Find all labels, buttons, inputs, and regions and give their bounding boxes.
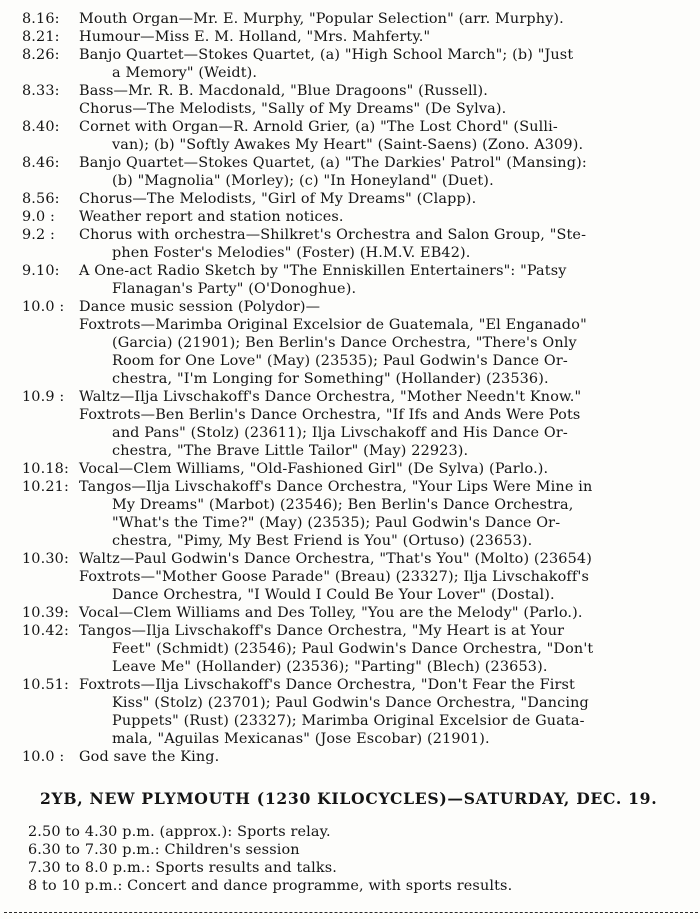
- entry-subitem-line: Foxtrots—"Mother Goose Parade" (Breau) (23327); Ilja Livschakoff's: [79, 569, 590, 585]
- entry-text-line: a Memory" (Weidt).: [112, 65, 258, 81]
- entry-text-line: Puppets" (Rust) (23327); Marimba Original Excelsior de Guata-: [112, 713, 585, 729]
- entry-text-line: A One-act Radio Sketch by "The Enniskillen Entertainers": "Patsy: [79, 263, 567, 279]
- entry-time: 10.30:: [22, 551, 69, 567]
- entry-time: 8.40:: [22, 119, 60, 135]
- entry-time: 9.10:: [22, 263, 60, 279]
- entry-text-line: mala, "Aguilas Mexicanas" (Jose Escobar) (21901).: [112, 731, 490, 747]
- entry-text-line: Kiss" (Stolz) (23701); Paul Godwin's Dance Orchestra, "Dancing: [112, 695, 589, 711]
- entry-time: 10.0 :: [22, 749, 65, 765]
- entry-time: 8.46:: [22, 155, 60, 171]
- entry-time: 8.56:: [22, 191, 60, 207]
- entry-text-line: My Dreams" (Marbot) (23546); Ben Berlin's Dance Orchestra,: [112, 497, 574, 513]
- entry-time: 8.33:: [22, 83, 60, 99]
- entry-text-line: Vocal—Clem Williams and Des Tolley, "You are the Melody" (Parlo.).: [79, 605, 583, 621]
- entry-text-line: Chorus with orchestra—Shilkret's Orchestra and Salon Group, "Ste-: [79, 227, 587, 243]
- entry-subitem-line: Foxtrots—Marimba Original Excelsior de Guatemala, "El Enganado": [79, 317, 587, 333]
- schedule-line: 6.30 to 7.30 p.m.: Children's session: [28, 842, 300, 858]
- schedule-line: 2.50 to 4.30 p.m. (approx.): Sports relay.: [28, 824, 331, 840]
- entry-text-line: Vocal—Clem Williams, "Old-Fashioned Girl" (De Sylva) (Parlo.).: [79, 461, 549, 477]
- entry-text-line: Banjo Quartet—Stokes Quartet, (a) "High School March"; (b) "Just: [79, 47, 574, 63]
- schedule-line: 8 to 10 p.m.: Concert and dance programme, with sports results.: [28, 878, 513, 894]
- entry-time: 9.0 :: [22, 209, 56, 225]
- entry-time: 10.0 :: [22, 299, 65, 315]
- entry-text-line: Cornet with Organ—R. Arnold Grier, (a) "The Lost Chord" (Sulli-: [79, 119, 558, 135]
- entry-time: 9.2 :: [22, 227, 56, 243]
- entry-text-line: Foxtrots—Ilja Livschakoff's Dance Orchestra, "Don't Fear the First: [79, 677, 575, 693]
- entry-text-line: "What's the Time?" (May) (23535); Paul Godwin's Dance Or-: [112, 515, 561, 531]
- entry-text-line: Leave Me" (Hollander) (23536); "Parting" (Blech) (23653).: [112, 659, 548, 675]
- entry-time: 10.51:: [22, 677, 69, 693]
- column-divider: [4, 912, 698, 913]
- entry-time: 8.21:: [22, 29, 60, 45]
- entry-text-line: Room for One Love" (May) (23535); Paul Godwin's Dance Or-: [112, 353, 568, 369]
- entry-text-line: Bass—Mr. R. B. Macdonald, "Blue Dragoons" (Russell).: [79, 83, 489, 99]
- entry-time: 8.16:: [22, 11, 60, 27]
- entry-subitem-line: Foxtrots—Ben Berlin's Dance Orchestra, "If Ifs and Ands Were Pots: [79, 407, 581, 423]
- entry-text-line: Waltz—Ilja Livschakoff's Dance Orchestra, "Mother Needn't Know.": [79, 389, 582, 405]
- entry-text-line: Humour—Miss E. M. Holland, "Mrs. Mahferty.": [79, 29, 431, 45]
- entry-text-line: Feet" (Schmidt) (23546); Paul Godwin's Dance Orchestra, "Don't: [112, 641, 594, 657]
- entry-text-line: (Garcia) (21901); Ben Berlin's Dance Orchestra, "There's Only: [112, 335, 577, 351]
- entry-text-line: and Pans" (Stolz) (23611); Ilja Livschakoff and His Dance Or-: [112, 425, 568, 441]
- entry-text-line: phen Foster's Melodies" (Foster) (H.M.V. EB42).: [112, 245, 471, 261]
- entry-text-line: Tangos—Ilja Livschakoff's Dance Orchestra, "Your Lips Were Mine in: [79, 479, 593, 495]
- entry-text-line: Chorus—The Melodists, "Girl of My Dreams" (Clapp).: [79, 191, 477, 207]
- entry-time: 10.9 :: [22, 389, 65, 405]
- entry-text-line: chestra, "Pimy, My Best Friend is You" (Ortuso) (23653).: [112, 533, 533, 549]
- entry-time: 8.26:: [22, 47, 60, 63]
- entry-time: 10.18:: [22, 461, 69, 477]
- entry-text-line: Mouth Organ—Mr. E. Murphy, "Popular Selection" (arr. Murphy).: [79, 11, 564, 27]
- entry-text-line: Weather report and station notices.: [79, 209, 344, 225]
- entry-text-line: Flanagan's Party" (O'Donoghue).: [112, 281, 357, 297]
- entry-text-line: van); (b) "Softly Awakes My Heart" (Saint-Saens) (Zono. A309).: [112, 137, 584, 153]
- entry-text-line: Waltz—Paul Godwin's Dance Orchestra, "That's You" (Molto) (23654): [79, 551, 592, 567]
- entry-text-line: Banjo Quartet—Stokes Quartet, (a) "The Darkies' Patrol" (Mansing):: [79, 155, 587, 171]
- entry-text-line: Dance Orchestra, "I Would I Could Be Your Lover" (Dostal).: [112, 587, 555, 603]
- schedule-line: 7.30 to 8.0 p.m.: Sports results and talks.: [28, 860, 338, 876]
- entry-text-line: chestra, "The Brave Little Tailor" (May) 22923).: [112, 443, 469, 459]
- entry-time: 10.39:: [22, 605, 69, 621]
- entry-time: 10.21:: [22, 479, 69, 495]
- entry-subitem-line: Chorus—The Melodists, "Sally of My Dreams" (De Sylva).: [79, 101, 507, 117]
- entry-text-line: Tangos—Ilja Livschakoff's Dance Orchestra, "My Heart is at Your: [79, 623, 565, 639]
- entry-text-line: (b) "Magnolia" (Morley); (c) "In Honeyland" (Duet).: [112, 173, 494, 189]
- station-heading: 2YB, NEW PLYMOUTH (1230 KILOCYCLES)—SATURDAY, DEC. 19.: [40, 789, 658, 808]
- entry-text-line: chestra, "I'm Longing for Something" (Hollander) (23536).: [112, 371, 549, 387]
- entry-text-line: Dance music session (Polydor)—: [79, 299, 321, 315]
- entry-time: 10.42:: [22, 623, 69, 639]
- entry-text-line: God save the King.: [79, 749, 220, 765]
